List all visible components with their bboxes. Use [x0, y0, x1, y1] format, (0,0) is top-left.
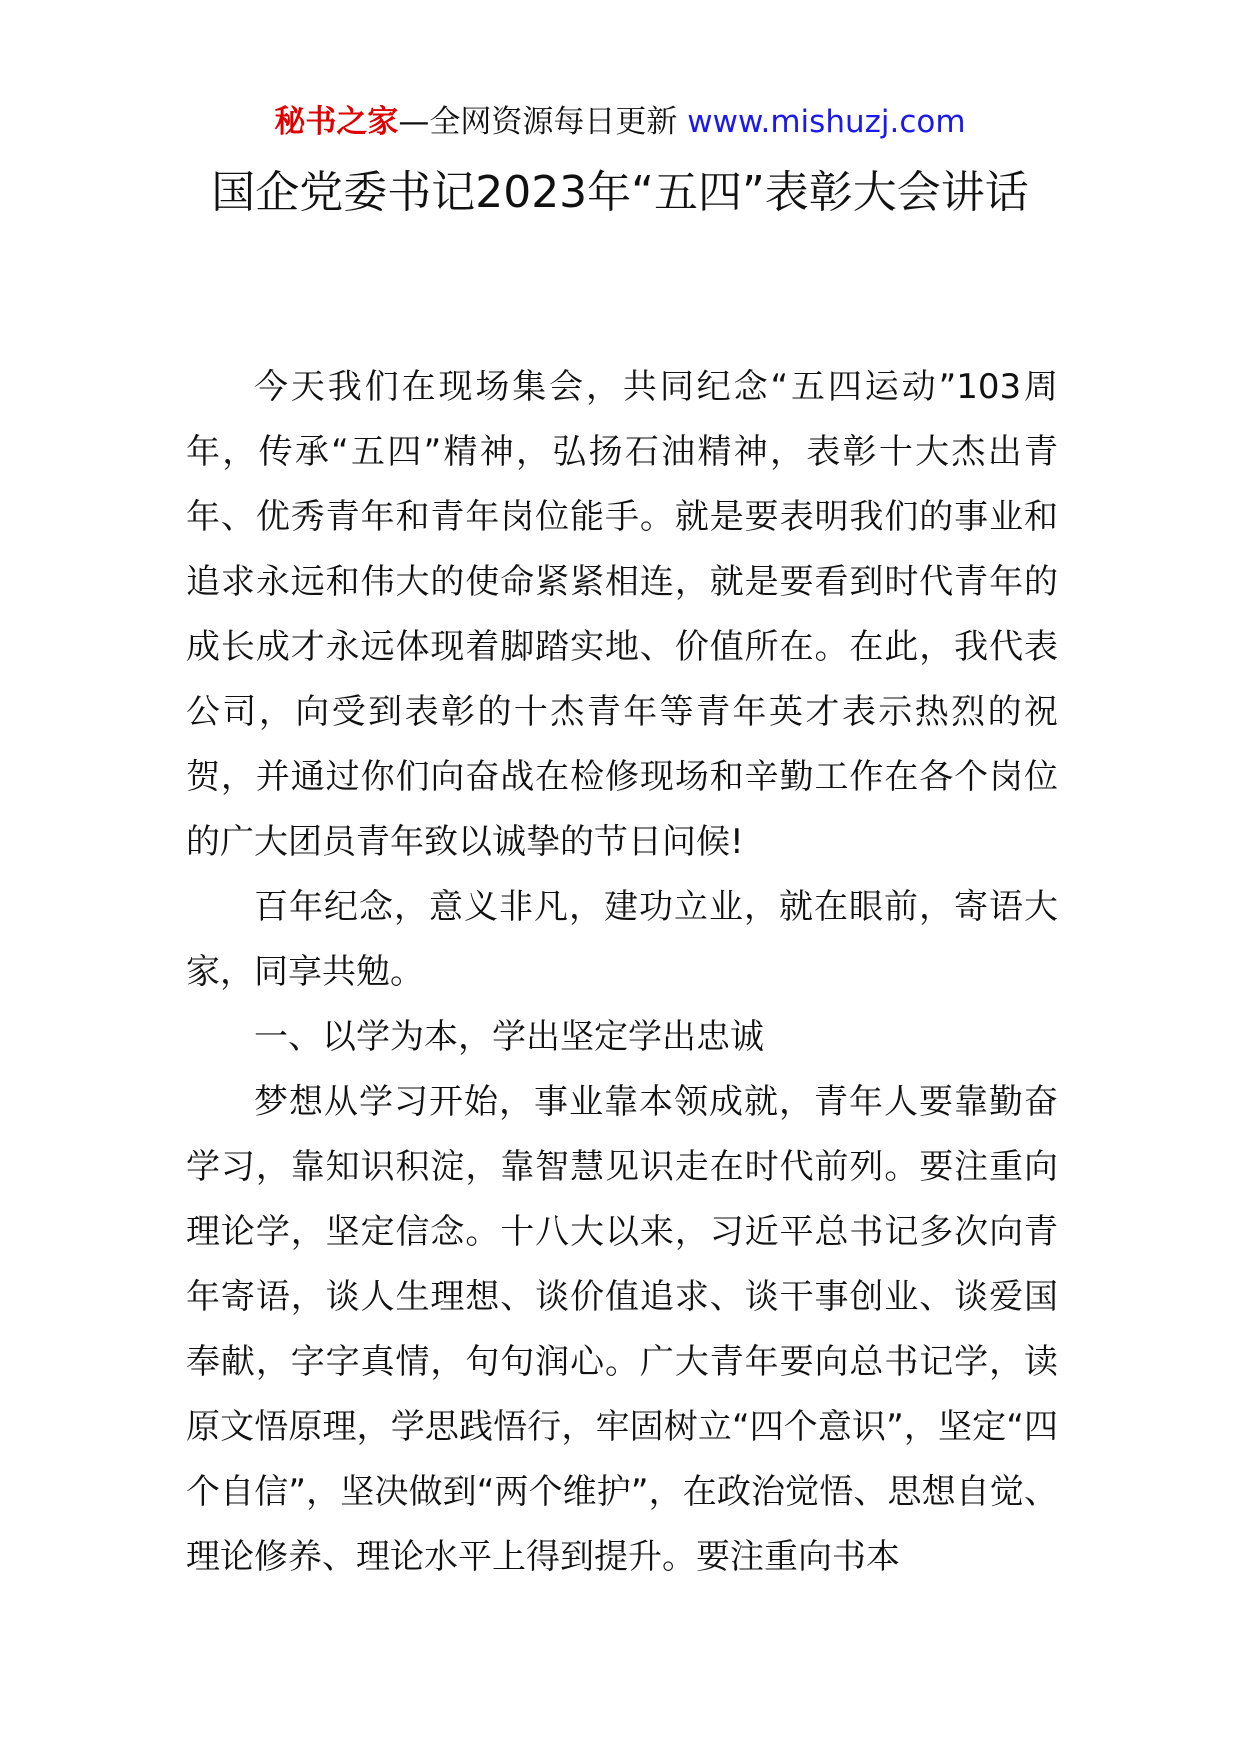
paragraph: 今天我们在现场集会，共同纪念“五四运动”103周年，传承“五四”精神，弘扬石油精神，表彰十大杰出青年、优秀青年和青年岗位能手。就是要表明我们的事业和追求永远和伟大的使命紧紧相连，就是要看到时代青年的成长成才永远体现着脚踏实地、价值所在。在此，我代表公司，向受到表彰的十杰青年等青年英才表示热烈的祝贺，并通过你们向奋战在检修现场和辛勤工作在各个岗位的广大团员青年致以诚挚的节日问候! — [186, 367, 1058, 862]
site-url-link[interactable]: www.mishuzj.com — [687, 104, 966, 140]
paragraph: 百年纪念，意义非凡，建功立业，就在眼前，寄语大家，同享共勉。 — [186, 887, 1058, 992]
section-heading: 一、以学为本，学出坚定学出忠诚 — [254, 1017, 764, 1057]
header-tagline: —全网资源每日更新 — [398, 104, 678, 140]
brand-name: 秘书之家 — [274, 104, 399, 140]
paragraph: 梦想从学习开始，事业靠本领成就，青年人要靠勤奋学习，靠知识积淀，靠智慧见识走在时代前列。要注重向理论学，坚定信念。十八大以来，习近平总书记多次向青年寄语，谈人生理想、谈价值追求、谈干事创业、谈爱国奉献，字字真情，句句润心。广大青年要向总书记学，读原文悟原理，学思践悟行，牢固树立“四个意识”，坚定“四个自信”，坚决做到“两个维护”，在政治觉悟、思想自觉、理论修养、理论水平上得到提升。要注重向书本 — [186, 1082, 1058, 1577]
document-body — [186, 355, 1058, 1590]
site-header — [0, 100, 1240, 144]
document-title: 国企党委书记2023年“五四”表彰大会讲话 — [211, 167, 1029, 218]
